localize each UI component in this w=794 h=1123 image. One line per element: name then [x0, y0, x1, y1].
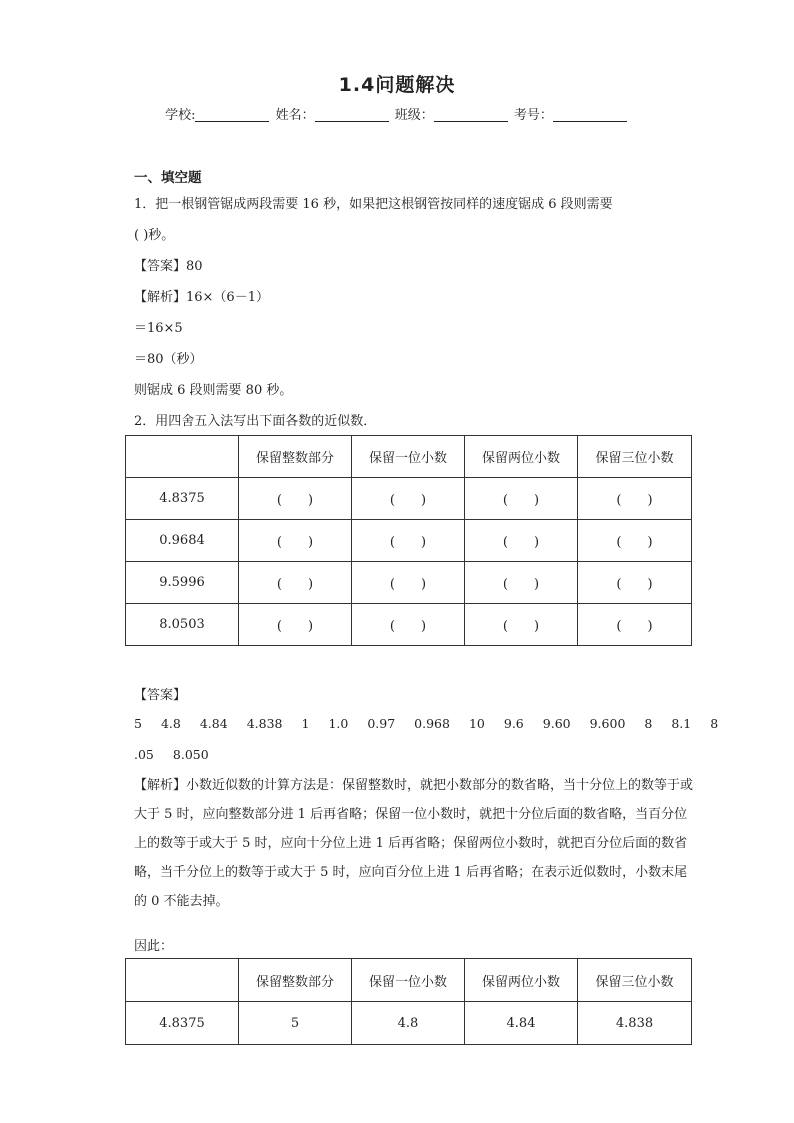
- table-cell: 8.0503: [126, 604, 239, 646]
- answer-blank[interactable]: ( ): [239, 478, 352, 520]
- q2-answer-values-line2: [134, 747, 228, 762]
- table-row: [126, 478, 692, 520]
- answer-blank[interactable]: ( ): [578, 604, 692, 646]
- answer-value: 0.968: [414, 716, 450, 731]
- name-label: 姓名：: [275, 108, 315, 123]
- table-row: [126, 520, 692, 562]
- answer-value: .05: [134, 747, 154, 762]
- exam-label: 考号：: [513, 108, 553, 123]
- answer-blank[interactable]: ( ): [465, 604, 578, 646]
- result-table: [125, 958, 692, 1045]
- table-cell: 4.8375: [126, 1002, 239, 1045]
- header-cell: 保留两位小数: [465, 436, 578, 478]
- answer-value: 4.84: [199, 716, 228, 731]
- answer-value: 8.1: [671, 716, 692, 731]
- q1-text-line1: 1．把一根钢管锯成两段需要 16 秒，如果把这根钢管按同样的速度锯成 6 段则需要: [134, 197, 613, 212]
- answer-blank[interactable]: ( ): [352, 478, 465, 520]
- answer-value: 10: [468, 716, 485, 731]
- answer-value: 8: [644, 716, 653, 731]
- answer-blank[interactable]: ( ): [465, 478, 578, 520]
- table-cell: 0.9684: [126, 520, 239, 562]
- q1-conclusion: 则锯成 6 段则需要 80 秒。: [134, 383, 293, 398]
- answer-value: 5: [134, 716, 142, 731]
- answer-value: 8: [710, 716, 719, 731]
- answer-blank[interactable]: ( ): [578, 520, 692, 562]
- answer-value: 9.60: [542, 716, 571, 731]
- table-row: [126, 1002, 692, 1045]
- answer-blank[interactable]: ( ): [239, 520, 352, 562]
- answer-blank[interactable]: ( ): [239, 604, 352, 646]
- answer-value: 9.600: [589, 716, 626, 731]
- answer-value: 1: [301, 716, 310, 731]
- q2-answer-values: [134, 716, 737, 731]
- answer-value: 1.0: [328, 716, 349, 731]
- answer-blank[interactable]: ( ): [465, 562, 578, 604]
- answer-blank[interactable]: ( ): [352, 604, 465, 646]
- answer-value: 8.050: [172, 747, 209, 762]
- answer-blank[interactable]: ( ): [352, 562, 465, 604]
- q1-analysis-line3: ＝80（秒）: [134, 352, 203, 367]
- answer-value: 0.97: [367, 716, 396, 731]
- answer-blank[interactable]: ( ): [578, 478, 692, 520]
- header-cell: [126, 436, 239, 478]
- table-row: [126, 562, 692, 604]
- class-blank: [434, 107, 508, 122]
- answer-value: 4.838: [246, 716, 283, 731]
- section-heading: 一、填空题: [134, 170, 202, 186]
- q2-answer-label: 【答案】: [134, 688, 187, 703]
- page-title: 1.4问题解决: [338, 74, 456, 96]
- school-blank: [195, 107, 269, 122]
- school-label: 学校:: [165, 108, 196, 123]
- table-header-row: [126, 436, 692, 478]
- q2-prompt: 2．用四舍五入法写出下面各数的近似数．: [134, 414, 377, 429]
- table-header-row: [126, 959, 692, 1002]
- answer-blank[interactable]: ( ): [465, 520, 578, 562]
- header-cell: 保留一位小数: [352, 436, 465, 478]
- table-cell: 4.8: [352, 1002, 465, 1045]
- answer-blank[interactable]: ( ): [352, 520, 465, 562]
- header-cell: 保留两位小数: [465, 959, 578, 1002]
- q1-analysis-line2: ＝16×5: [134, 321, 183, 336]
- table-cell: 5: [239, 1002, 352, 1045]
- table-cell: 4.838: [578, 1002, 692, 1045]
- exam-blank: [553, 107, 627, 122]
- header-cell: 保留三位小数: [578, 959, 692, 1002]
- question-table: [125, 435, 692, 646]
- name-blank: [315, 107, 389, 122]
- answer-value: 9.6: [503, 716, 524, 731]
- answer-blank[interactable]: ( ): [578, 562, 692, 604]
- q1-analysis-line1: 【解析】16×（6－1）: [134, 290, 269, 305]
- q2-therefore: 因此：: [134, 939, 174, 954]
- q1-text-line2: ( )秒。: [134, 228, 175, 243]
- header-cell: [126, 959, 239, 1002]
- table-cell: 4.84: [465, 1002, 578, 1045]
- q1-answer: 【答案】80: [134, 259, 203, 274]
- header-cell: 保留一位小数: [352, 959, 465, 1002]
- table-cell: 4.8375: [126, 478, 239, 520]
- class-label: 班级：: [394, 108, 434, 123]
- header-cell: 保留整数部分: [239, 436, 352, 478]
- answer-blank[interactable]: ( ): [239, 562, 352, 604]
- answer-value: 4.8: [160, 716, 181, 731]
- table-row: [126, 604, 692, 646]
- q2-analysis: 【解析】小数近似数的计算方法是：保留整数时，就把小数部分的数省略，当十分位上的数等于或大于 5 时，应向整数部分进 1 后再省略；保留一位小数时，就把十分位后面的数省略，当百分位上的数等于或大于 5 时，应向十分位上进 1 后再省略；保留两位小数时，就把百分位后面的数省略，当千分位上的数等于或大于 5 时，应向百分位上进 1 后再省略；在表示近似数时，小数末尾的 0 不能去掉。: [134, 778, 694, 909]
- header-cell: 保留三位小数: [578, 436, 692, 478]
- student-info-line: [0, 104, 794, 123]
- table-cell: 9.5996: [126, 562, 239, 604]
- header-cell: 保留整数部分: [239, 959, 352, 1002]
